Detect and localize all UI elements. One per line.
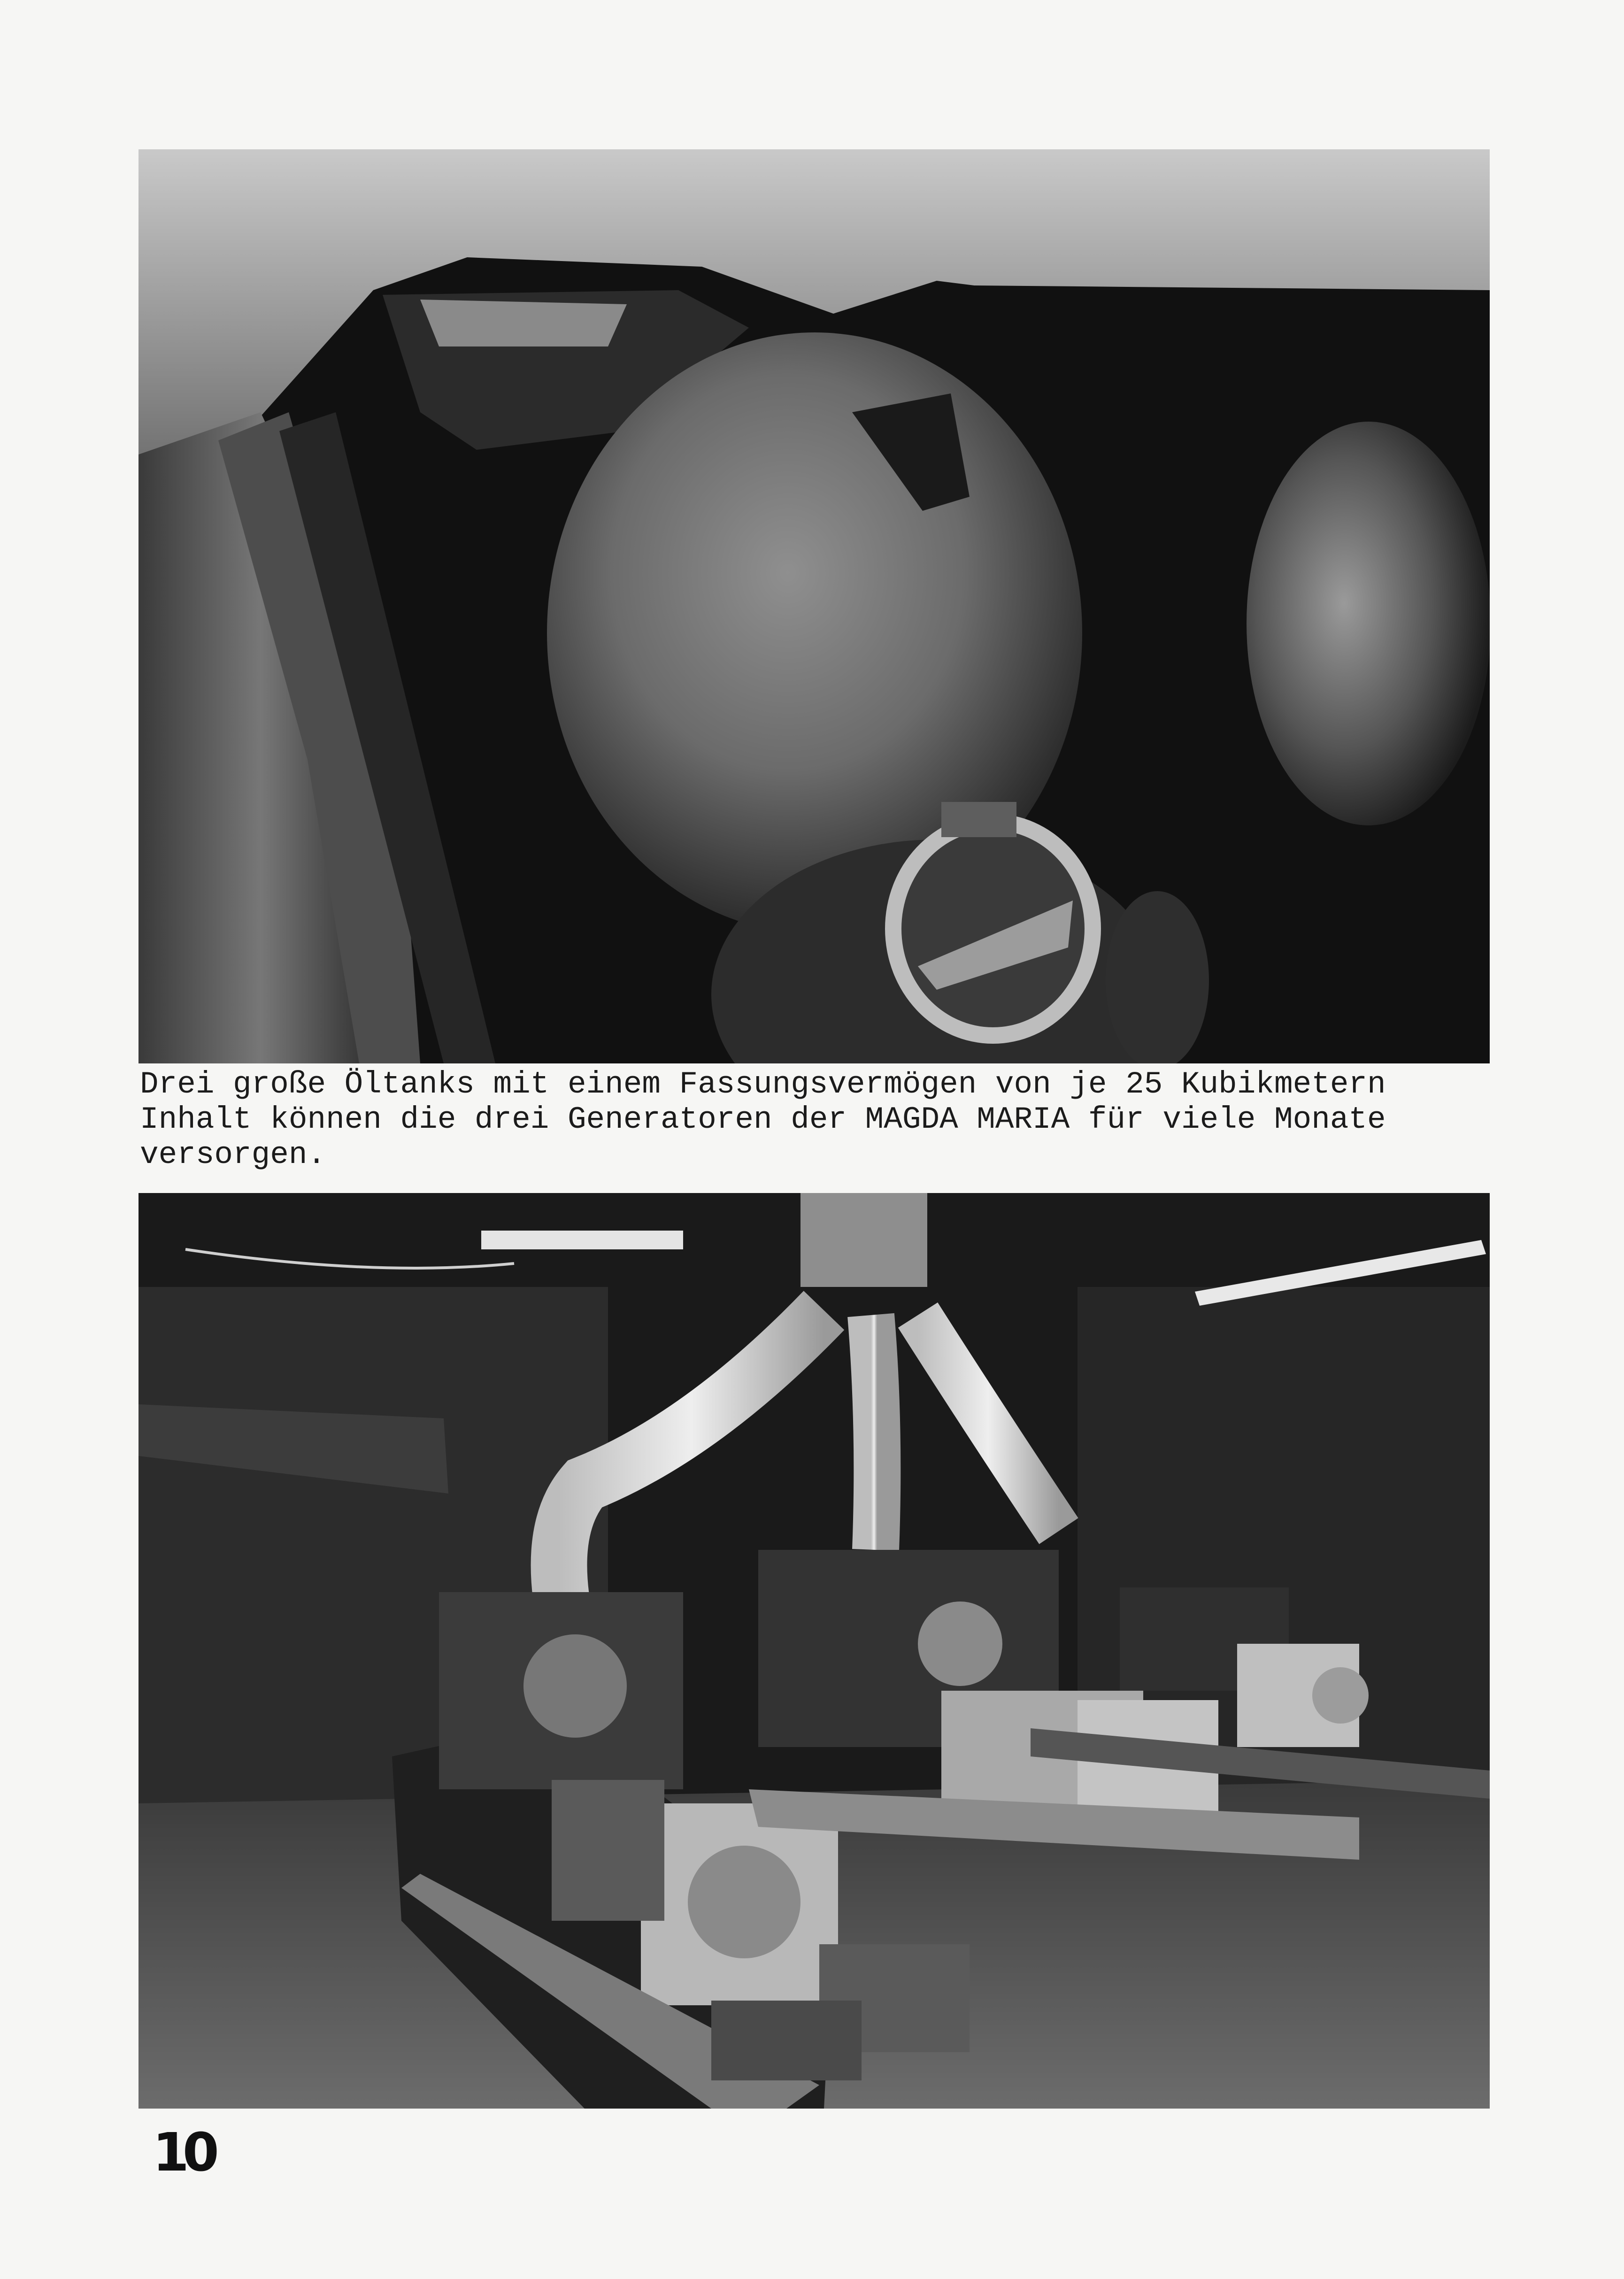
generators-photo bbox=[139, 1193, 1490, 2109]
page-number: 10 bbox=[153, 2122, 213, 2183]
caption-line-1: Drei große Öltanks mit einem Fassungsvermögen von je 25 Kubikmetern bbox=[140, 1067, 1386, 1102]
photo-caption bbox=[140, 1067, 1492, 1172]
caption-line-2: Inhalt können die drei Generatoren der MAGDA MARIA für viele Monate bbox=[140, 1102, 1386, 1137]
oil-tanks-image bbox=[139, 149, 1490, 1063]
generators-image bbox=[139, 1193, 1490, 2109]
caption-line-3: versorgen. bbox=[140, 1137, 326, 1172]
oil-tanks-photo bbox=[139, 149, 1490, 1063]
